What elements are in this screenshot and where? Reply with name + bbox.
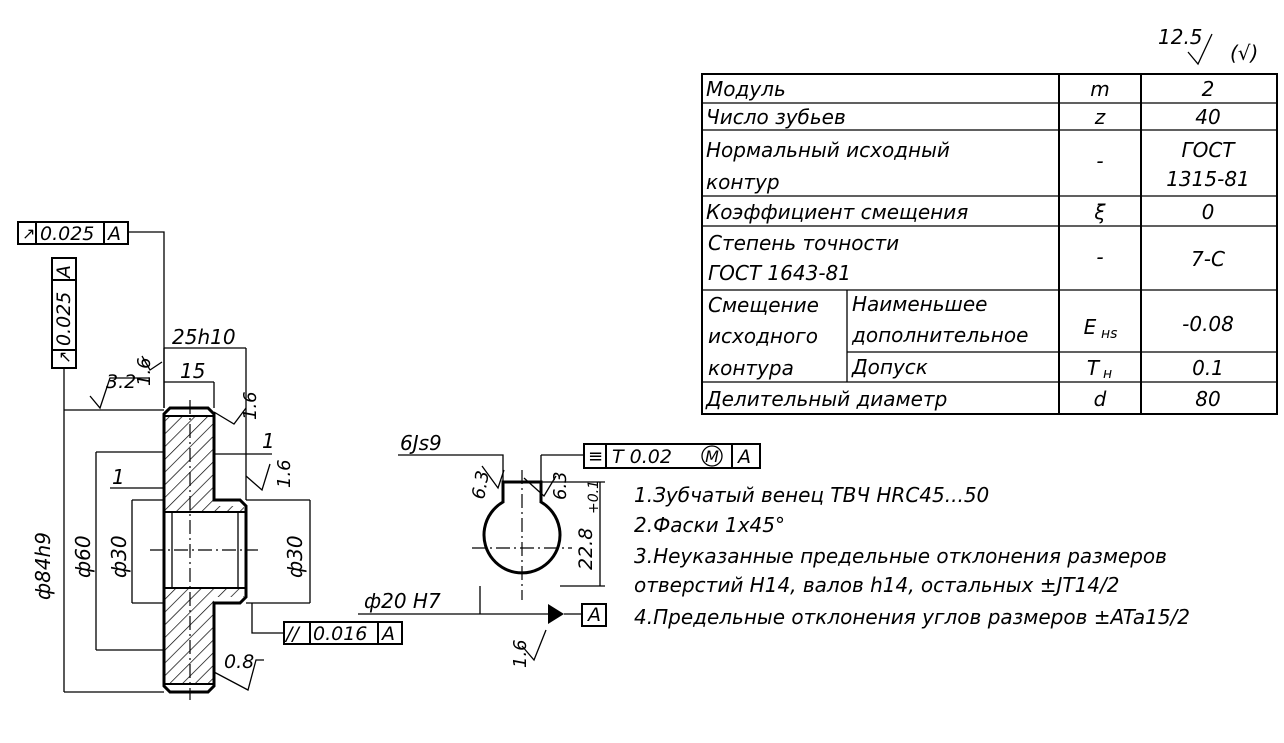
rough-1-6-hub: 1.6 xyxy=(274,459,295,488)
row-contour-symbol: - xyxy=(1096,149,1104,173)
rough-6-3-b: 6.3 xyxy=(550,471,571,500)
row-rack-group-3: контура xyxy=(708,356,794,380)
row-contour-name-1: Нормальный исходный xyxy=(706,138,950,162)
dim-bore: ф20 H7 xyxy=(364,589,441,613)
note-4: 4.Предельные отклонения углов размеров ±ATa15/2 xyxy=(634,605,1191,629)
dim-key-width: 6Js9 xyxy=(400,431,442,455)
symmetry-frame xyxy=(541,444,760,468)
row-rack-sub2-symbol: T xyxy=(1086,356,1100,380)
dim-chamfer-left: 1 xyxy=(112,465,125,489)
parallelism-datum: A xyxy=(382,623,395,645)
runout-side-symbol: ↗ xyxy=(55,350,74,364)
row-module-symbol: m xyxy=(1090,77,1110,101)
row-pitch-name: Делительный диаметр xyxy=(706,387,948,411)
rough-1-6-bore: 1.6 xyxy=(510,639,531,668)
symmetry-value: T 0.02 xyxy=(612,446,672,468)
row-contour-value-2: 1315-81 xyxy=(1166,167,1250,191)
row-shift-name: Коэффициент смещения xyxy=(706,200,969,224)
runout-side-value: 0.025 xyxy=(53,291,75,346)
row-rack-group-1: Смещение xyxy=(708,293,819,317)
note-1: 1.Зубчатый венец ТВЧ HRC45...50 xyxy=(634,483,990,507)
rough-0-8: 0.8 xyxy=(224,651,255,673)
parallelism-symbol: // xyxy=(286,623,299,645)
dim-key-depth: 22.8 xyxy=(575,527,597,570)
note-3-cont: отверстий H14, валов h14, остальных ±JT14/2 xyxy=(634,573,1120,597)
rough-1-6-top: 1.6 xyxy=(134,357,155,386)
symmetry-modifier: M xyxy=(705,447,719,466)
dim-chamfer-right: 1 xyxy=(262,429,275,453)
rough-6-3-a: 6.3 xyxy=(468,469,494,501)
row-teeth-symbol: z xyxy=(1094,105,1106,129)
row-rack-group-2: исходного xyxy=(708,324,818,348)
parallelism-value: 0.016 xyxy=(313,623,368,645)
row-pitch-value: 80 xyxy=(1195,387,1221,411)
row-contour-value-1: ГОСТ xyxy=(1181,138,1235,162)
rough-1-6-face: 1.6 xyxy=(240,391,261,420)
runout-top-value: 0.025 xyxy=(40,223,95,245)
row-pitch-symbol: d xyxy=(1093,387,1107,411)
runout-top-symbol: ↗ xyxy=(22,224,36,243)
row-rack-sub1-symbol-sub: нs xyxy=(1101,326,1118,342)
general-roughness xyxy=(1158,25,1258,65)
row-rack-sub2-name: Допуск xyxy=(852,355,928,379)
row-contour-name-2: контур xyxy=(706,170,780,194)
note-3: 3.Неуказанные предельные отклонения размеров xyxy=(634,544,1167,568)
row-rack-sub1-symbol: E xyxy=(1083,315,1097,339)
row-shift-value: 0 xyxy=(1201,200,1215,224)
row-teeth-name: Число зубьев xyxy=(706,105,846,129)
dim-width: 25h10 xyxy=(172,325,236,349)
row-rack-sub1-value: -0.08 xyxy=(1182,312,1234,336)
row-module-name: Модуль xyxy=(706,77,786,101)
rough-3-2: 3.2 xyxy=(106,371,137,393)
dim-outer-dia: ф84h9 xyxy=(31,532,55,600)
dim-dia-60: ф60 xyxy=(71,535,95,578)
row-shift-symbol: ξ xyxy=(1094,200,1106,224)
row-rack-sub1-name-1: Наименьшее xyxy=(852,292,988,316)
dim-hub-width: 15 xyxy=(180,359,206,383)
row-rack-sub1-name-2: дополнительное xyxy=(852,323,1029,347)
dim-dia-30-right: ф30 xyxy=(283,535,307,578)
notes xyxy=(634,483,1190,629)
row-accuracy-symbol: - xyxy=(1096,245,1104,269)
row-teeth-value: 40 xyxy=(1195,105,1221,129)
row-accuracy-name-1: Степень точности xyxy=(708,231,900,255)
row-accuracy-name-2: ГОСТ 1643-81 xyxy=(708,261,851,285)
runout-top-datum: A xyxy=(108,223,121,245)
dim-dia-30-left: ф30 xyxy=(107,535,131,578)
roughness-other: (√) xyxy=(1230,41,1259,65)
datum-marker: A xyxy=(588,604,601,626)
bore-view xyxy=(358,431,606,668)
symmetry-datum: A xyxy=(738,446,751,468)
row-accuracy-value: 7-С xyxy=(1191,247,1225,271)
symmetry-symbol: ≡ xyxy=(588,446,604,467)
dim-key-depth-tol: +0.1 xyxy=(586,480,602,514)
row-module-value: 2 xyxy=(1201,77,1215,101)
row-rack-sub2-value: 0.1 xyxy=(1192,356,1224,380)
note-2: 2.Фаски 1х45° xyxy=(634,513,785,537)
roughness-value: 12.5 xyxy=(1158,25,1203,49)
row-rack-sub2-symbol-sub: н xyxy=(1103,366,1113,382)
runout-side-datum: A xyxy=(53,265,75,278)
runout-frame-side xyxy=(52,258,76,410)
params-table xyxy=(702,74,1277,414)
